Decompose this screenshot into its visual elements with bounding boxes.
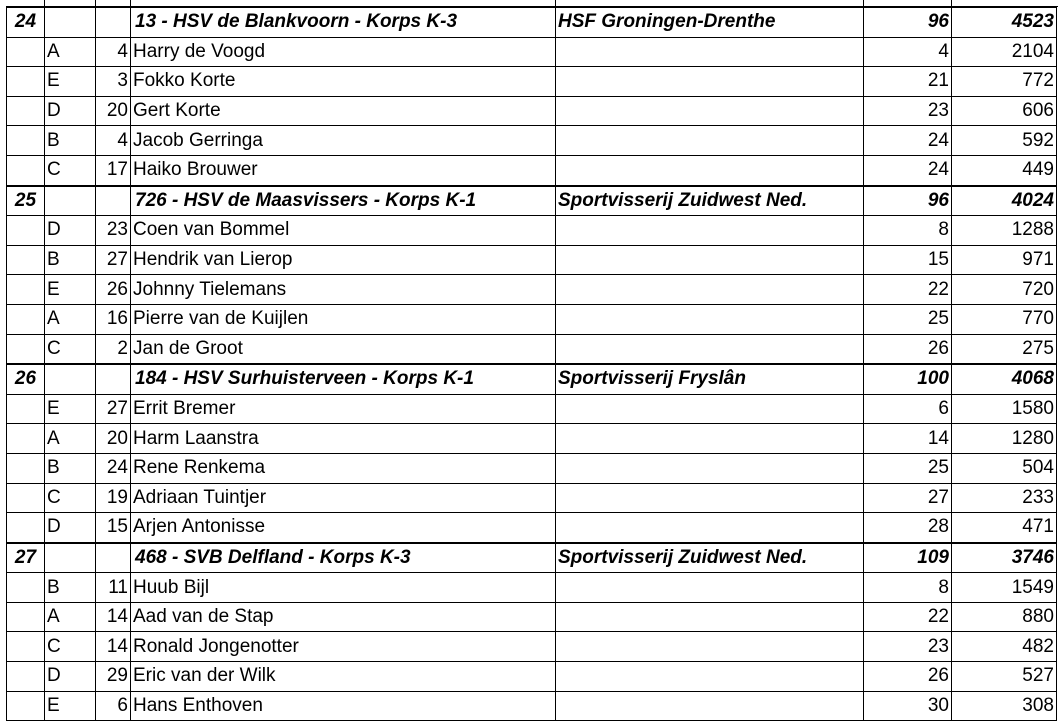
angler-name: Fokko Korte <box>131 67 556 97</box>
angler-points: 22 <box>864 602 952 632</box>
angler-place: 16 <box>96 304 131 334</box>
angler-empty-federation <box>556 96 864 126</box>
team-points: 100 <box>864 364 952 394</box>
angler-weight: 592 <box>952 126 1057 156</box>
team-empty-sector <box>45 7 96 37</box>
angler-row <box>7 662 1057 692</box>
angler-weight: 1580 <box>952 394 1057 424</box>
angler-empty-federation <box>556 155 864 185</box>
angler-points: 21 <box>864 67 952 97</box>
angler-sector: E <box>45 67 96 97</box>
angler-sector: B <box>45 126 96 156</box>
angler-empty-rank <box>7 216 45 246</box>
team-row <box>7 364 1057 394</box>
team-row <box>7 7 1057 37</box>
angler-empty-rank <box>7 126 45 156</box>
angler-place: 23 <box>96 216 131 246</box>
angler-place: 2 <box>96 334 131 364</box>
team-name: 726 - HSV de Maasvissers - Korps K-1 <box>131 186 556 216</box>
angler-name: Eric van der Wilk <box>131 662 556 692</box>
angler-sector: C <box>45 155 96 185</box>
team-federation: HSF Groningen-Drenthe <box>556 7 864 37</box>
angler-weight: 606 <box>952 96 1057 126</box>
team-points: 109 <box>864 543 952 573</box>
angler-points: 25 <box>864 304 952 334</box>
team-points: 96 <box>864 7 952 37</box>
angler-row <box>7 155 1057 185</box>
angler-name: Hendrik van Lierop <box>131 245 556 275</box>
angler-points: 14 <box>864 424 952 454</box>
angler-row <box>7 602 1057 632</box>
team-empty-sector <box>45 543 96 573</box>
angler-place: 19 <box>96 483 131 513</box>
angler-points: 4 <box>864 37 952 67</box>
angler-empty-rank <box>7 155 45 185</box>
angler-points: 28 <box>864 513 952 543</box>
angler-weight: 449 <box>952 155 1057 185</box>
team-empty-place <box>96 543 131 573</box>
team-weight: 3746 <box>952 543 1057 573</box>
angler-weight: 1280 <box>952 424 1057 454</box>
angler-sector: E <box>45 394 96 424</box>
angler-place: 27 <box>96 245 131 275</box>
angler-name: Pierre van de Kuijlen <box>131 304 556 334</box>
team-empty-place <box>96 7 131 37</box>
angler-place: 20 <box>96 424 131 454</box>
angler-sector: C <box>45 632 96 662</box>
angler-weight: 2104 <box>952 37 1057 67</box>
angler-empty-rank <box>7 96 45 126</box>
angler-weight: 527 <box>952 662 1057 692</box>
angler-empty-federation <box>556 394 864 424</box>
angler-empty-federation <box>556 424 864 454</box>
angler-name: Ronald Jongenotter <box>131 632 556 662</box>
team-rank: 24 <box>7 7 45 37</box>
team-federation: Sportvisserij Zuidwest Ned. <box>556 186 864 216</box>
angler-empty-rank <box>7 632 45 662</box>
team-name: 468 - SVB Delfland - Korps K-3 <box>131 543 556 573</box>
angler-empty-rank <box>7 602 45 632</box>
team-name: 13 - HSV de Blankvoorn - Korps K-3 <box>131 7 556 37</box>
angler-row <box>7 573 1057 603</box>
angler-empty-federation <box>556 662 864 692</box>
angler-name: Johnny Tielemans <box>131 275 556 305</box>
angler-sector: D <box>45 513 96 543</box>
angler-points: 30 <box>864 691 952 721</box>
angler-row <box>7 394 1057 424</box>
angler-sector: B <box>45 573 96 603</box>
angler-empty-rank <box>7 67 45 97</box>
angler-place: 29 <box>96 662 131 692</box>
team-federation: Sportvisserij Fryslân <box>556 364 864 394</box>
angler-name: Hans Enthoven <box>131 691 556 721</box>
angler-sector: E <box>45 691 96 721</box>
angler-empty-federation <box>556 245 864 275</box>
team-row <box>7 186 1057 216</box>
angler-empty-federation <box>556 483 864 513</box>
angler-row <box>7 453 1057 483</box>
angler-row <box>7 304 1057 334</box>
angler-place: 14 <box>96 602 131 632</box>
team-weight: 4068 <box>952 364 1057 394</box>
results-body <box>7 7 1057 721</box>
angler-points: 26 <box>864 334 952 364</box>
angler-empty-rank <box>7 662 45 692</box>
angler-empty-federation <box>556 691 864 721</box>
team-rank: 25 <box>7 186 45 216</box>
angler-place: 4 <box>96 126 131 156</box>
angler-weight: 233 <box>952 483 1057 513</box>
angler-weight: 770 <box>952 304 1057 334</box>
angler-empty-rank <box>7 275 45 305</box>
angler-sector: C <box>45 334 96 364</box>
angler-points: 25 <box>864 453 952 483</box>
angler-empty-federation <box>556 126 864 156</box>
angler-weight: 971 <box>952 245 1057 275</box>
angler-points: 6 <box>864 394 952 424</box>
team-federation: Sportvisserij Zuidwest Ned. <box>556 543 864 573</box>
angler-empty-rank <box>7 424 45 454</box>
angler-empty-federation <box>556 334 864 364</box>
angler-weight: 772 <box>952 67 1057 97</box>
angler-sector: A <box>45 37 96 67</box>
team-empty-sector <box>45 364 96 394</box>
angler-empty-rank <box>7 573 45 603</box>
angler-name: Rene Renkema <box>131 453 556 483</box>
team-empty-sector <box>45 186 96 216</box>
angler-place: 17 <box>96 155 131 185</box>
angler-row <box>7 275 1057 305</box>
angler-name: Coen van Bommel <box>131 216 556 246</box>
angler-empty-rank <box>7 245 45 275</box>
angler-row <box>7 632 1057 662</box>
team-row <box>7 543 1057 573</box>
angler-empty-federation <box>556 216 864 246</box>
angler-place: 15 <box>96 513 131 543</box>
angler-empty-rank <box>7 513 45 543</box>
team-rank: 27 <box>7 543 45 573</box>
angler-points: 23 <box>864 632 952 662</box>
angler-empty-rank <box>7 37 45 67</box>
angler-empty-federation <box>556 275 864 305</box>
team-name: 184 - HSV Surhuisterveen - Korps K-1 <box>131 364 556 394</box>
angler-empty-federation <box>556 513 864 543</box>
angler-empty-federation <box>556 573 864 603</box>
team-empty-place <box>96 364 131 394</box>
angler-sector: C <box>45 483 96 513</box>
angler-place: 26 <box>96 275 131 305</box>
angler-name: Harry de Voogd <box>131 37 556 67</box>
angler-place: 3 <box>96 67 131 97</box>
angler-place: 11 <box>96 573 131 603</box>
angler-name: Haiko Brouwer <box>131 155 556 185</box>
angler-name: Adriaan Tuintjer <box>131 483 556 513</box>
angler-weight: 308 <box>952 691 1057 721</box>
angler-row <box>7 483 1057 513</box>
angler-weight: 1549 <box>952 573 1057 603</box>
team-weight: 4024 <box>952 186 1057 216</box>
angler-points: 15 <box>864 245 952 275</box>
team-rank: 26 <box>7 364 45 394</box>
angler-points: 26 <box>864 662 952 692</box>
team-results-table <box>6 6 1057 721</box>
angler-row <box>7 126 1057 156</box>
angler-place: 14 <box>96 632 131 662</box>
angler-weight: 504 <box>952 453 1057 483</box>
angler-row <box>7 96 1057 126</box>
team-weight: 4523 <box>952 7 1057 37</box>
angler-row <box>7 424 1057 454</box>
angler-empty-rank <box>7 453 45 483</box>
angler-row <box>7 67 1057 97</box>
angler-row <box>7 37 1057 67</box>
angler-sector: B <box>45 453 96 483</box>
angler-empty-rank <box>7 483 45 513</box>
team-empty-place <box>96 186 131 216</box>
angler-empty-federation <box>556 304 864 334</box>
angler-place: 20 <box>96 96 131 126</box>
angler-place: 6 <box>96 691 131 721</box>
angler-row <box>7 216 1057 246</box>
angler-row <box>7 513 1057 543</box>
angler-sector: A <box>45 602 96 632</box>
angler-weight: 471 <box>952 513 1057 543</box>
angler-empty-federation <box>556 632 864 662</box>
angler-weight: 1288 <box>952 216 1057 246</box>
angler-place: 27 <box>96 394 131 424</box>
angler-empty-federation <box>556 453 864 483</box>
angler-sector: D <box>45 216 96 246</box>
angler-points: 24 <box>864 155 952 185</box>
angler-name: Huub Bijl <box>131 573 556 603</box>
angler-weight: 720 <box>952 275 1057 305</box>
angler-row <box>7 334 1057 364</box>
angler-empty-federation <box>556 67 864 97</box>
angler-weight: 482 <box>952 632 1057 662</box>
angler-row <box>7 245 1057 275</box>
angler-points: 27 <box>864 483 952 513</box>
team-points: 96 <box>864 186 952 216</box>
angler-name: Harm Laanstra <box>131 424 556 454</box>
angler-sector: A <box>45 424 96 454</box>
angler-points: 23 <box>864 96 952 126</box>
angler-points: 22 <box>864 275 952 305</box>
angler-name: Gert Korte <box>131 96 556 126</box>
angler-row <box>7 691 1057 721</box>
angler-name: Errit Bremer <box>131 394 556 424</box>
angler-weight: 275 <box>952 334 1057 364</box>
angler-sector: B <box>45 245 96 275</box>
angler-empty-rank <box>7 304 45 334</box>
angler-name: Jan de Groot <box>131 334 556 364</box>
angler-points: 24 <box>864 126 952 156</box>
angler-empty-federation <box>556 602 864 632</box>
angler-sector: D <box>45 662 96 692</box>
angler-empty-rank <box>7 394 45 424</box>
angler-name: Aad van de Stap <box>131 602 556 632</box>
angler-place: 4 <box>96 37 131 67</box>
angler-points: 8 <box>864 573 952 603</box>
angler-name: Jacob Gerringa <box>131 126 556 156</box>
angler-empty-rank <box>7 334 45 364</box>
angler-weight: 880 <box>952 602 1057 632</box>
angler-sector: E <box>45 275 96 305</box>
angler-empty-federation <box>556 37 864 67</box>
angler-sector: D <box>45 96 96 126</box>
angler-name: Arjen Antonisse <box>131 513 556 543</box>
angler-points: 8 <box>864 216 952 246</box>
angler-sector: A <box>45 304 96 334</box>
angler-empty-rank <box>7 691 45 721</box>
angler-place: 24 <box>96 453 131 483</box>
